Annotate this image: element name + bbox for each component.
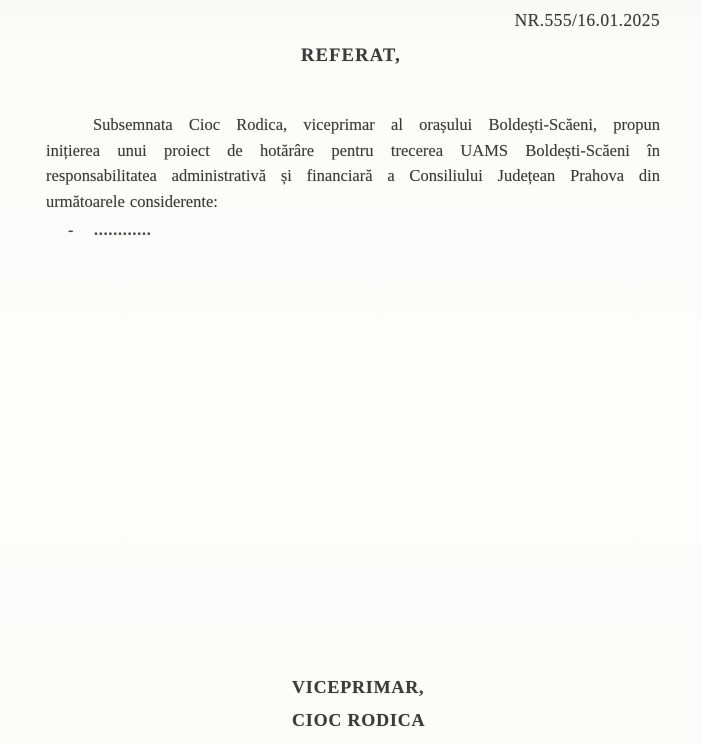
paragraph-line-1: Subsemnata Cioc Rodica, viceprimar al orașului Boldești-Scăeni, propun (93, 115, 660, 134)
bullet-dash: - (68, 222, 74, 239)
bullet-item (68, 222, 152, 240)
bullet-dots-placeholder: ............ (94, 222, 152, 239)
paragraph-line-2: inițierea unui proiect de hotărâre pentru trecerea UAMS Boldești-Scăeni în (46, 140, 660, 160)
document-title: REFERAT, (301, 46, 401, 66)
paragraph-line-4: următoarele considerente: (46, 192, 218, 212)
signature-name: CIOC RODICA (292, 710, 426, 730)
paragraph-line-3: responsabilitatea administrativă și financiară a Consiliului Județean Prahova din (46, 166, 660, 186)
signature-block (292, 677, 425, 731)
body-paragraph (46, 112, 660, 215)
signature-role: VICEPRIMAR, (292, 677, 425, 697)
document-number: NR.555/16.01.2025 (514, 10, 660, 30)
